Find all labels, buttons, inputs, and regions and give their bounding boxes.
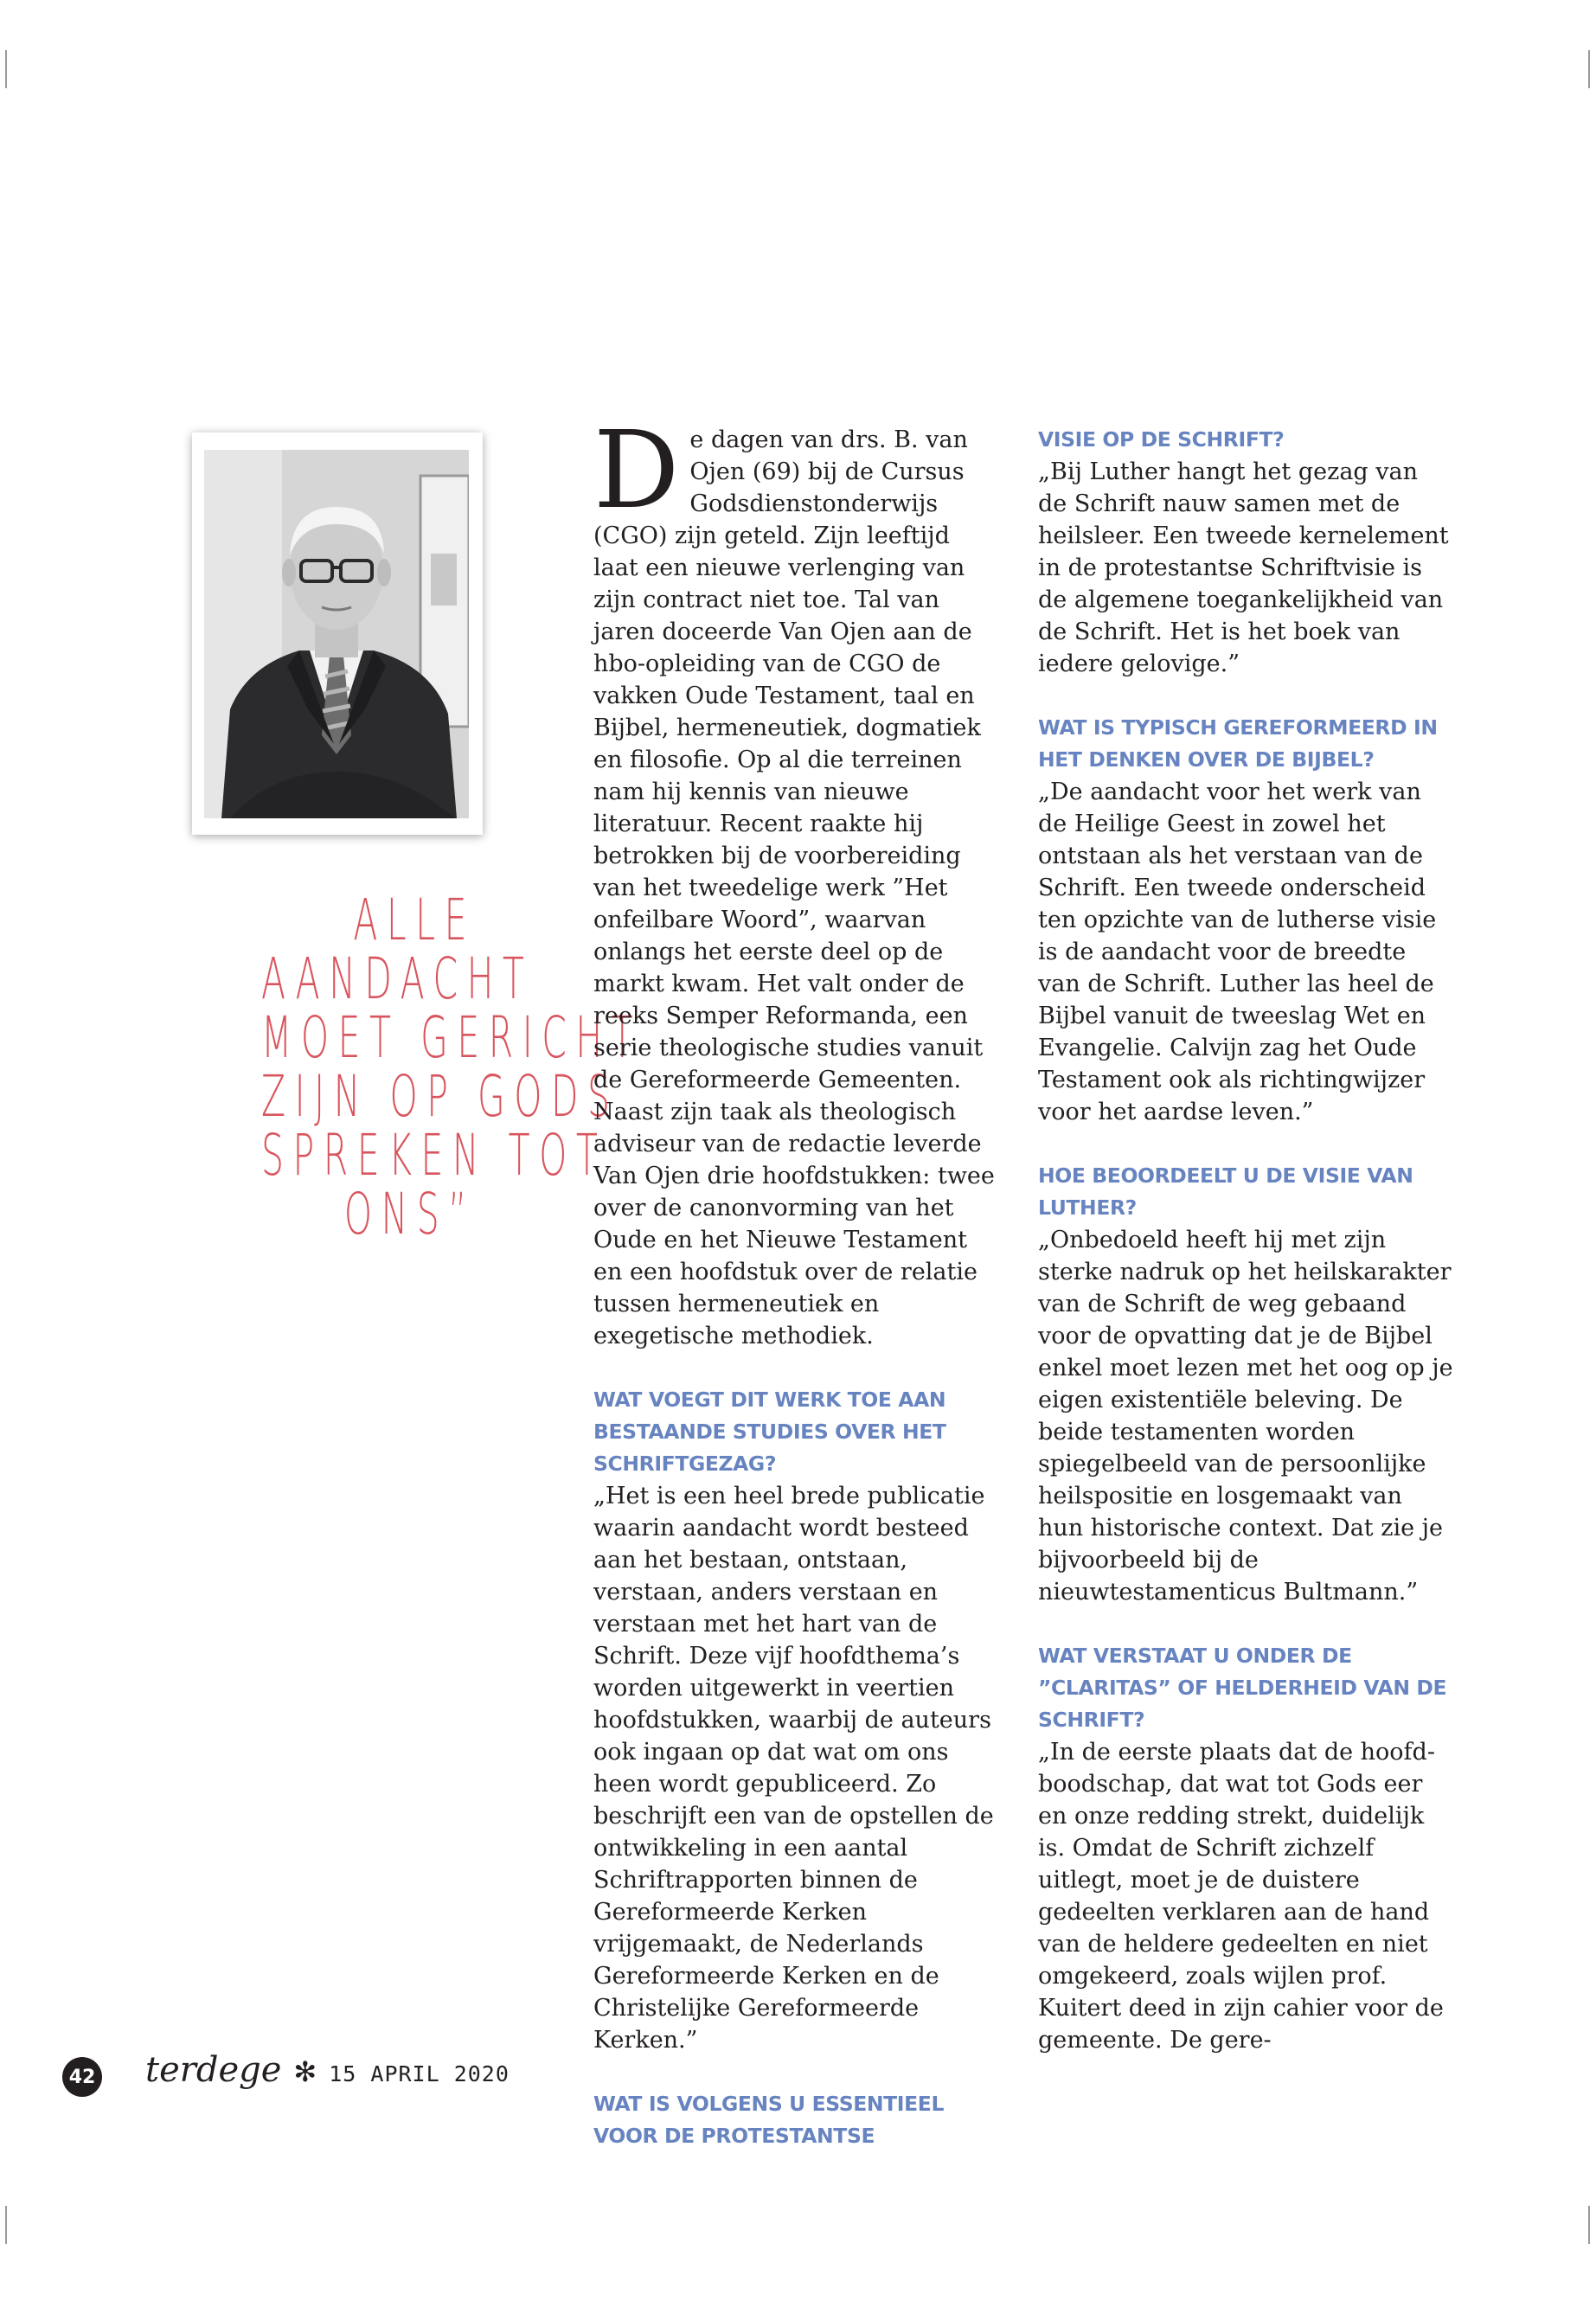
pull-quote-line: AANDACHT — [261, 945, 534, 1012]
article-paragraph: „Onbedoeld heeft hij met zijn sterke nadruk op het heilskarakter van de Schrift de weg gebaand voor de opvatting dat je de Bijbel enkel moet lezen met het oog op je eigen existentiële beleving. De beide testamenten worden spiegelbeeld van de persoonlijke heilspositie en losgemaakt van hun historische context. Dat zie je bijvoorbeeld bij de nieuwtestamenticus Bultmann.” — [1038, 1227, 1453, 1606]
interview-question: WAT VOEGT DIT WERK TOE AAN BESTAANDE STUDIES OVER HET SCHRIFTGEZAG? — [593, 1388, 946, 1476]
interview-question: HOE BEOORDEELT U DE VISIE VAN LUTHER? — [1038, 1163, 1413, 1220]
article-paragraph: „Bij Luther hangt het gezag van de Schrift nauw samen met de heilsleer. Een tweede kernelement in de protestantse Schriftvisie is de algemene toegankelijkheid van de Schrift. Het is het boek van iedere gelovige.” — [1038, 458, 1449, 677]
page-footer — [145, 2050, 510, 2090]
pull-quote-line: ONS” — [343, 1181, 476, 1247]
pull-quote — [261, 887, 643, 1247]
article-paragraph: „In de eerste plaats dat de hoofdboodschap, dat wat tot Gods eer en onze redding strekt, duidelijk is. Omdat de Schrift zichzelf uitlegt, moet je de duistere gedeelten verklaren aan de hand van de heldere gedeelten en niet omgekeerd, zoals wijlen prof. Kuitert deed in zijn cahier voor de gemeente. De gere- — [1038, 1739, 1444, 2054]
pull-quote-line: ZIJN OP GODS — [261, 1063, 619, 1130]
portrait-illustration — [204, 450, 469, 818]
interview-question: VISIE OP DE SCHRIFT? — [1038, 427, 1285, 452]
asterisk-icon: ✻ — [293, 2055, 317, 2088]
interview-question: WAT IS TYPISCH GEREFORMEERD IN HET DENKEN OVER DE BIJBEL? — [1038, 715, 1438, 772]
interview-question: WAT VERSTAAT U ONDER DE ”CLARITAS” OF HELDERHEID VAN DE SCHRIFT? — [1038, 1644, 1447, 1732]
portrait-photo — [204, 450, 469, 818]
interview-question: WAT IS VOLGENS U ESSENTIEEL VOOR DE PROTESTANTSE — [593, 2092, 945, 2148]
pull-quote-line: SPREKEN TOT — [261, 1122, 607, 1189]
article-paragraph: Naast zijn taak als theologisch adviseur van de redactie leverde Van Ojen drie hoofdstukken: twee over de canonvorming van het Oude en het Nieuwe Testament en een hoofdstuk over de relatie tussen hermeneutiek en exegetische methodiek. — [593, 1099, 995, 1349]
crop-mark-top-right — [1588, 50, 1590, 88]
pull-quote-line: ALLE — [353, 887, 476, 953]
crop-mark-bottom-right — [1588, 2206, 1590, 2244]
page-number-badge: 42 — [62, 2057, 102, 2097]
issue-date: 15 APRIL 2020 — [329, 2061, 510, 2086]
pull-quote-line: MOET GERICHT — [261, 1004, 643, 1071]
article-column-2 — [1038, 424, 1453, 2056]
crop-mark-bottom-left — [5, 2206, 7, 2244]
article-column-1 — [593, 408, 1000, 2152]
magazine-brand: terdege — [145, 2050, 282, 2090]
article-paragraph: e dagen van drs. B. van Ojen (69) bij de Cursus Godsdienstonderwijs (CGO) zijn geteld. Zijn leeftijd laat een nieuwe verlenging van zijn contract niet toe. Tal van jaren doceerde Van Ojen aan de hbo-opleiding van de CGO de vakken Oude Testament, taal en Bijbel, hermeneutiek, dogmatiek en filosofie. Op al die terreinen nam hij kennis van nieuwe literatuur. Recent raakte hij betrokken bij de voorbereiding van het tweedelige werk ”Het onfeilbare Woord”, waarvan onlangs het eerste deel op de markt kwam. Het valt onder de reeks Semper Reformanda, een serie theologische studies vanuit de Gereformeerde Gemeenten. — [593, 426, 984, 1093]
article-paragraph: „Het is een heel brede publicatie waarin aandacht wordt besteed aan het bestaan, ontstaan, verstaan, anders verstaan en verstaan met het hart van de Schrift. Deze vijf hoofdthema’s worden uitgewerkt in veertien hoofdstukken, waarbij de auteurs ook ingaan op dat wat om ons heen wordt gepubliceerd. Zo beschrijft een van de opstellen de ontwikkeling in een aantal Schriftrapporten binnen de Gereformeerde Kerken vrijgemaakt, de Nederlands Gereformeerde Kerken en de Christelijke Gereformeerde Kerken.” — [593, 1483, 994, 2054]
drop-cap: D — [593, 408, 680, 533]
crop-mark-top-left — [5, 50, 7, 88]
article-paragraph: „De aandacht voor het werk van de Heilige Geest in zowel het ontstaan als het verstaan van de Schrift. Een tweede onderscheid ten opzichte van de lutherse visie is de aandacht voor de breedte van de Schrift. Luther las heel de Bijbel vanuit de tweeslag Wet en Evangelie. Calvijn zag het Oude Testament ook als richtingwijzer voor het aardse leven.” — [1038, 779, 1437, 1125]
portrait-photo-frame — [192, 433, 483, 835]
